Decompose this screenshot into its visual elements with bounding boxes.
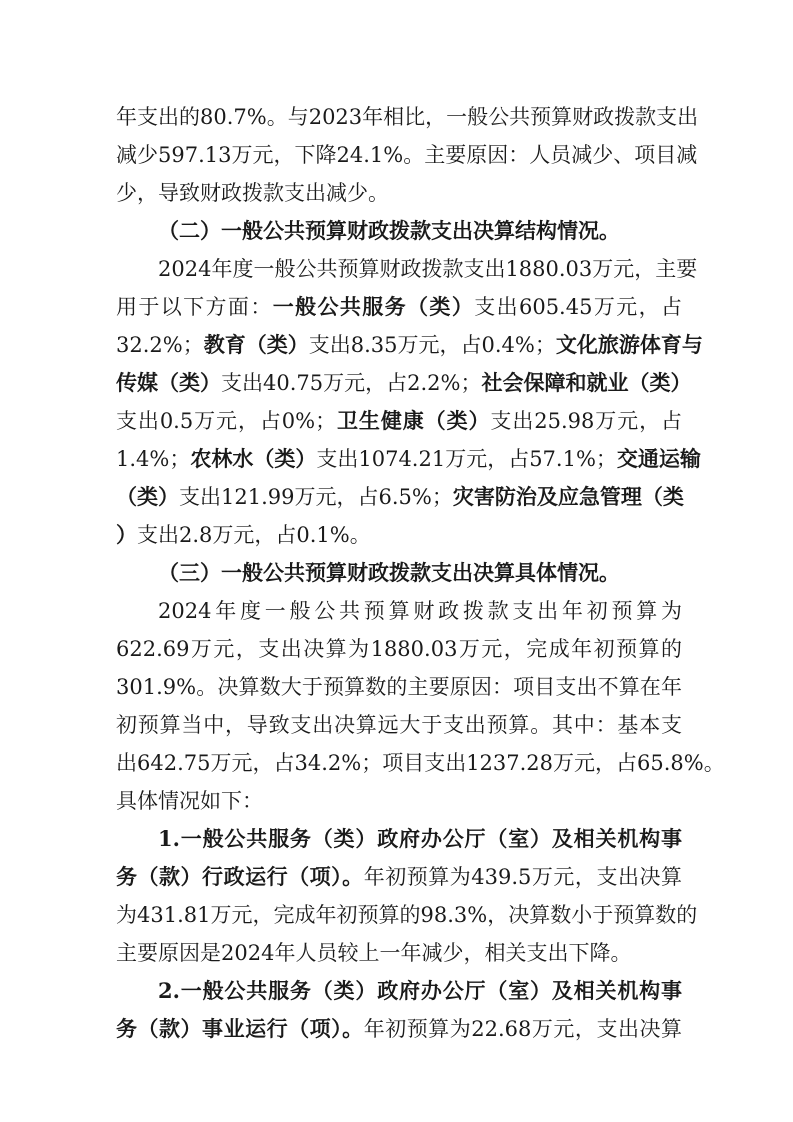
paragraph-line	[116, 934, 682, 972]
item-heading-2	[158, 972, 682, 1010]
text-run: 32.2%；	[116, 333, 204, 357]
category-name: 交通运输	[616, 446, 701, 471]
paragraph-line	[116, 630, 682, 668]
paragraph-line	[116, 364, 692, 402]
text-run: 支出25.98万元，占	[490, 409, 683, 433]
paragraph-line	[116, 326, 703, 364]
text-run: 支出40.75万元，占2.2%；	[221, 371, 482, 395]
text-run: 减少597.13万元，下降24.1%。主要原因：人员减少、项目减	[116, 143, 698, 167]
paragraph-line	[116, 782, 682, 820]
paragraph-line	[116, 744, 725, 782]
paragraph-line	[158, 592, 682, 630]
text-run: 用于以下方面：	[116, 295, 273, 319]
category-name: 教育（类）	[203, 332, 309, 357]
text-run: 支出121.99万元，占6.5%；	[179, 485, 453, 509]
heading-text: 1.一般公共服务（类）政府办公厅（室）及相关机构事	[158, 826, 682, 851]
category-name: （类）	[116, 484, 179, 509]
text-run: 1.4%；	[116, 447, 191, 471]
text-run: 支出605.45万元，占	[474, 295, 683, 319]
text-run: 301.9%。决算数大于预算数的主要原因：项目支出不算在年	[116, 675, 682, 699]
paragraph-line	[116, 402, 682, 440]
paragraph-line	[116, 288, 682, 326]
heading-text: （二）一般公共预算财政拨款支出决算结构情况。	[158, 218, 620, 243]
category-name: 农林水（类）	[190, 446, 317, 471]
text-run: 年初预算为22.68万元，支出决算	[363, 1017, 682, 1041]
heading-text: 2.一般公共服务（类）政府办公厅（室）及相关机构事	[158, 978, 682, 1003]
paragraph-line	[116, 1010, 682, 1048]
category-name: 一般公共服务（类）	[272, 294, 475, 319]
paragraph-line	[116, 858, 682, 896]
item-heading-1	[158, 820, 682, 858]
category-name: ）	[116, 522, 137, 547]
text-run: 出642.75万元，占34.2%；项目支出1237.28万元，占65.8%。	[116, 751, 725, 775]
category-name: 灾害防治及应急管理（类	[452, 484, 684, 509]
text-run: 主要原因是2024年人员较上一年减少，相关支出下降。	[116, 941, 632, 965]
paragraph-line	[116, 896, 698, 934]
paragraph-line	[158, 250, 698, 288]
paragraph-line	[116, 174, 682, 212]
paragraph-line	[116, 440, 701, 478]
text-run: 622.69万元，支出决算为1880.03万元，完成年初预算的	[116, 637, 682, 661]
category-name: 社会保障和就业（类）	[481, 370, 692, 395]
text-run: 支出2.8万元，占0.1%。	[137, 523, 371, 547]
text-run: 少，导致财政拨款支出减少。	[116, 181, 389, 205]
text-run: 年初预算为439.5万元，支出决算	[363, 865, 682, 889]
item-title: 务（款）事业运行（项）。	[116, 1016, 364, 1041]
category-name: 文化旅游体育与	[555, 332, 703, 357]
text-run: 支出0.5万元，占0%；	[116, 409, 337, 433]
text-run: 为431.81万元，完成年初预算的98.3%，决算数小于预算数的	[116, 903, 698, 927]
paragraph-line	[116, 516, 682, 554]
paragraph-line	[116, 668, 682, 706]
paragraph-line	[116, 136, 698, 174]
text-run: 具体情况如下：	[116, 789, 263, 813]
paragraph-line	[116, 98, 699, 136]
section-heading-2	[158, 212, 682, 250]
text-run: 年支出的80.7%。与2023年相比，一般公共预算财政拨款支出	[116, 105, 699, 129]
text-run: 2024年度一般公共预算财政拨款支出年初预算为	[158, 599, 682, 623]
text-run: 初预算当中，导致支出决算远大于支出预算。其中：基本支	[116, 713, 682, 737]
text-run: 支出8.35万元，占0.4%；	[308, 333, 556, 357]
paragraph-line	[116, 478, 682, 516]
category-name: 传媒（类）	[116, 370, 221, 395]
text-run: 2024年度一般公共预算财政拨款支出1880.03万元，主要	[158, 257, 698, 281]
paragraph-line	[116, 706, 682, 744]
text-run: 支出1074.21万元，占57.1%；	[316, 447, 617, 471]
heading-text: （三）一般公共预算财政拨款支出决算具体情况。	[158, 560, 620, 585]
item-title: 务（款）行政运行（项）。	[116, 864, 364, 889]
section-heading-3	[158, 554, 682, 592]
category-name: 卫生健康（类）	[336, 408, 491, 433]
